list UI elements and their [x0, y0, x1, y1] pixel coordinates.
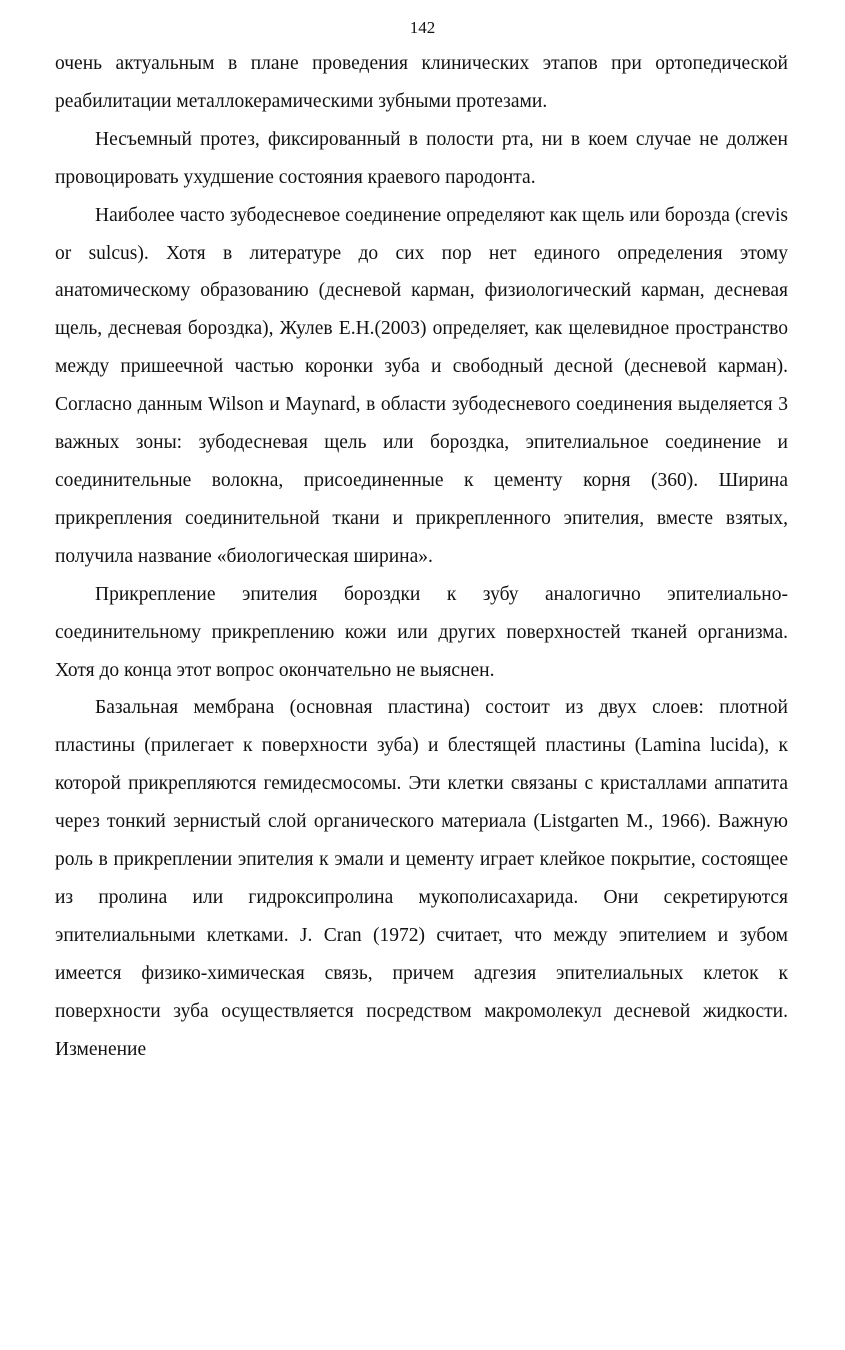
- paragraph-basal-membrane: Базальная мембрана (основная пластина) состоит из двух слоев: плотной пластины (прилегает к поверхности зуба) и блестящей пластины (Lamina lucida), к которой прикрепляются гемидесмосомы. Эти клетки связаны с кристаллами аппатита через тонкий зернистый слой органического материала (Listgarten M., 1966). Важную роль в прикреплении эпителия к эмали и цементу играет клейкое покрытие, состоящее из пролина или гидроксипролина мукополисахарида. Они секретируются эпителиальными клетками. J. Cran (1972) считает, что между эпителием и зубом имеется физико-химическая связь, причем адгезия эпителиальных клеток к поверхности зуба осуществляется посредством макромолекул десневой жидкости. Изменение: [55, 697, 788, 1060]
- body-text: [55, 45, 788, 1068]
- paragraph-fixed-prosthesis: Несъемный протез, фиксированный в полости рта, ни в коем случае не должен провоцировать ухудшение состояния краевого пародонта.: [55, 128, 788, 188]
- paragraph-gingival-junction: Наиболее часто зубодесневое соединение определяют как щель или борозда (crevis or sulcus). Хотя в литературе до сих пор нет единого определения этому анатомическому образованию (десневой карман, физиологический карман, десневая щель, десневая бороздка), Жулев Е.Н.(2003) определяет, как щелевидное пространство между пришеечной частью коронки зуба и свободный десной (десневой карман). Согласно данным Wilson и Maynard, в области зубодесневого соединения выделяется 3 важных зоны: зубодесневая щель или бороздка, эпителиальное соединение и соединительные волокна, присоединенные к цементу корня (360). Ширина прикрепления соединительной ткани и прикрепленного эпителия, вместе взятых, получила название «биологическая ширина».: [55, 204, 788, 567]
- paragraph-continuation: очень актуальным в плане проведения клинических этапов при ортопедической реабилитации металлокерамическими зубными протезами.: [55, 53, 788, 112]
- page-number: 142: [409, 18, 436, 37]
- paragraph-epithelial-attachment: Прикрепление эпителия бороздки к зубу аналогично эпителиально-соединительному прикреплению кожи или других поверхностей тканей организма. Хотя до конца этот вопрос окончательно не выяснен.: [55, 583, 788, 681]
